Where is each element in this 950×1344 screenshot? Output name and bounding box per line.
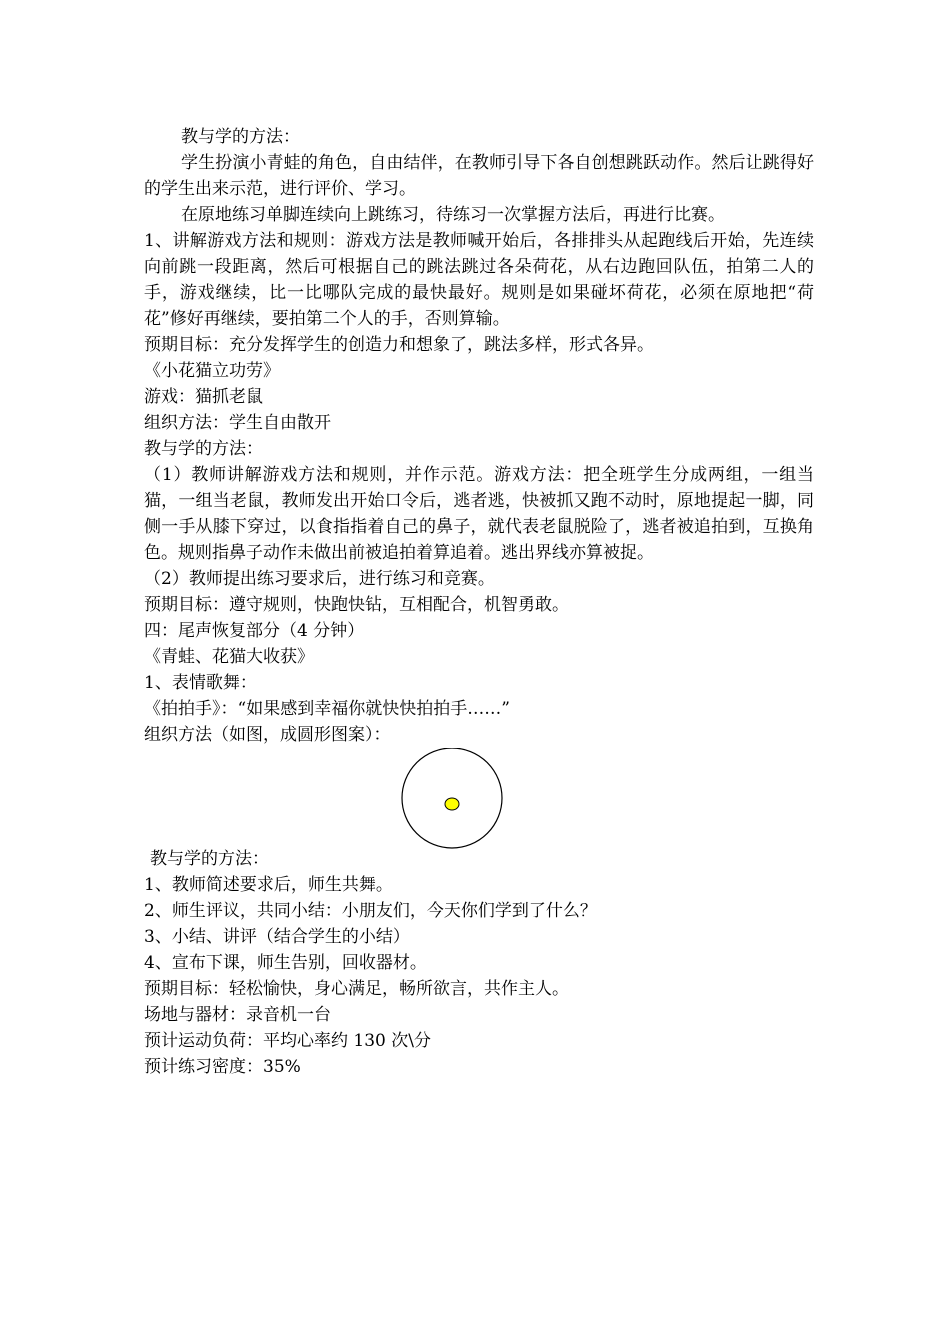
circle-diagram-svg <box>400 748 504 852</box>
practice-paragraph: 在原地练习单脚连续向上跳练习，待练习一次掌握方法后，再进行比赛。 <box>181 205 725 225</box>
organization-line: 组织方法（如图，成圆形图案）： <box>144 725 391 745</box>
game-title: 《青蛙、花猫大收获》 <box>144 647 314 667</box>
method-paragraph: 学生扮演小青蛙的角色，自由结伴，在教师引导下各自创想跳跃动作。然后让跳得好的学生出来示范，进行评价、学习。 <box>144 153 814 199</box>
document-page <box>144 124 814 1080</box>
center-dot <box>445 798 459 810</box>
part-heading: 四：尾声恢复部分（4 分钟） <box>144 621 365 641</box>
goal-line: 预期目标：遵守规则，快跑快钻，互相配合，机智勇敢。 <box>144 595 569 615</box>
game-name: 游戏：猫抓老鼠 <box>144 387 263 407</box>
method-heading: 教与学的方法： <box>144 439 263 459</box>
game-rules-paragraph: （1）教师讲解游戏方法和规则，并作示范。游戏方法：把全班学生分成两组，一组当猫，一组当老鼠，教师发出开始口令后，逃者逃，快被抓又跑不动时，原地提起一脚，同侧一手从膝下穿过，以食指指着自己的鼻子，就代表老鼠脱险了，逃者被追拍到，互换角色。规则指鼻子动作未做出前被追拍着算追着。逃出界线亦算被捉。 <box>144 465 814 563</box>
list-item: 2、师生评议，共同小结：小朋友们，今天你们学到了什么？ <box>144 901 597 921</box>
rules-paragraph: 1、讲解游戏方法和规则：游戏方法是教师喊开始后，各排排头从起跑线后开始，先连续向前跳一段距离，然后可根据自己的跳法跳过各朵荷花，从右边跑回队伍，拍第二人的手，游戏继续，比一比哪队完成的最快最好。规则是如果碰坏荷花，必须在原地把“荷花”修好再继续，要拍第二个人的手，否则算输。 <box>144 231 814 329</box>
list-item: 1、教师简述要求后，师生共舞。 <box>144 875 393 895</box>
list-item: 4、宣布下课，师生告别，回收器材。 <box>144 953 427 973</box>
load-line: 预计运动负荷：平均心率约 130 次\分 <box>144 1031 431 1051</box>
organization-line: 组织方法：学生自由散开 <box>144 413 331 433</box>
game-title: 《小花猫立功劳》 <box>144 361 280 381</box>
goal-line: 预期目标：充分发挥学生的创造力和想象了，跳法多样，形式各异。 <box>144 335 654 355</box>
density-line: 预计练习密度：35% <box>144 1057 301 1077</box>
method-heading: 教与学的方法： <box>150 849 269 869</box>
practice-line: （2）教师提出练习要求后，进行练习和竞赛。 <box>144 569 495 589</box>
item-line: 1、表情歌舞： <box>144 673 257 693</box>
goal-line: 预期目标：轻松愉快，身心满足，畅所欲言，共作主人。 <box>144 979 569 999</box>
method-heading: 教与学的方法： <box>181 127 300 147</box>
song-line: 《拍拍手》：“如果感到幸福你就快快拍拍手……” <box>144 699 510 719</box>
venue-line: 场地与器材：录音机一台 <box>144 1005 331 1025</box>
circle-formation-diagram <box>144 748 814 846</box>
list-item: 3、小结、讲评（结合学生的小结） <box>144 927 410 947</box>
